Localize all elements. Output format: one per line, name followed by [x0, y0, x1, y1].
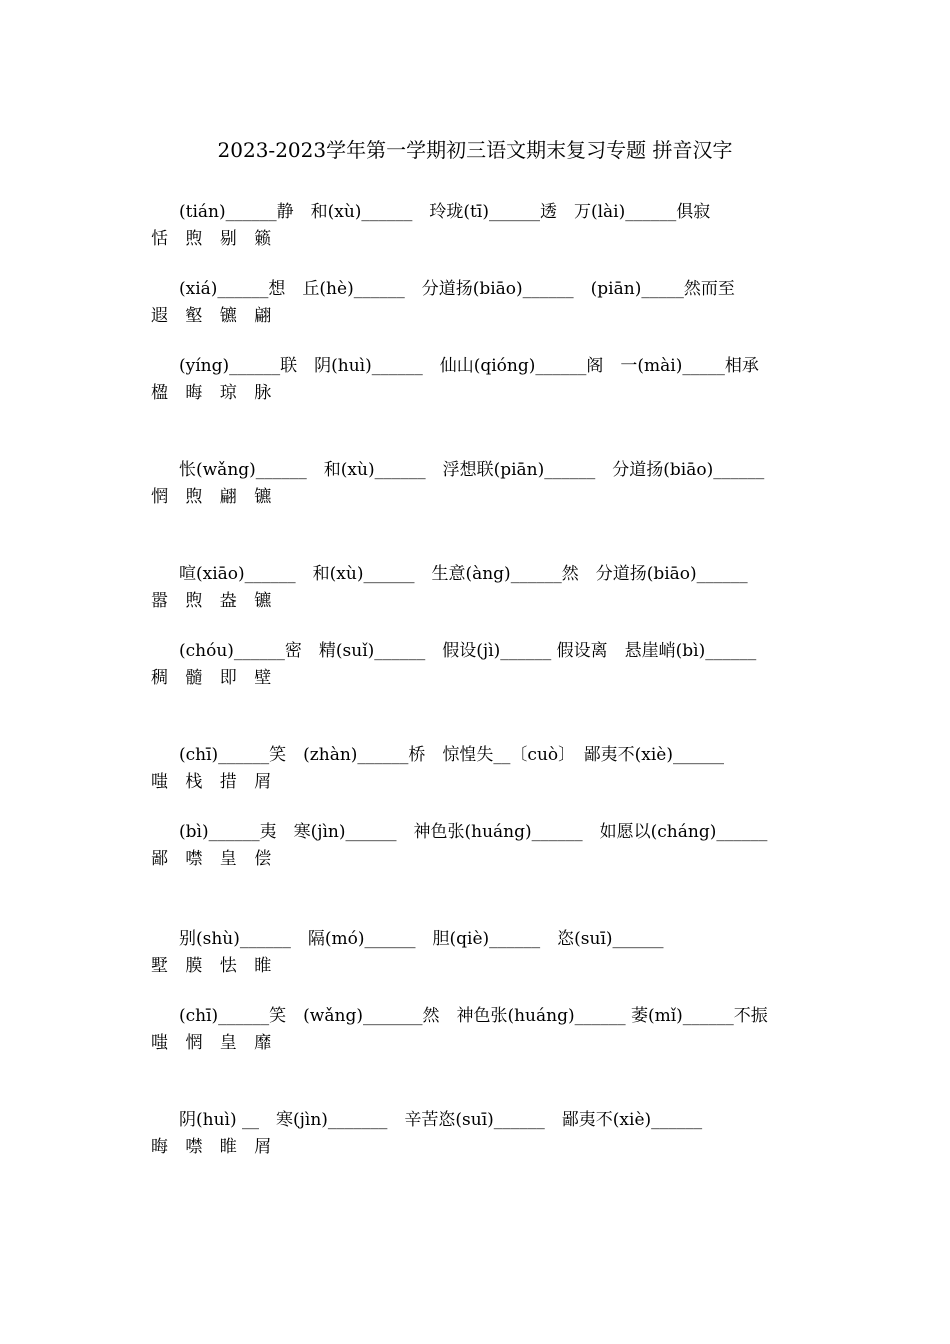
exercise-prompt: (xiá)______想 丘(hè)______ 分道扬(biāo)______ (piān)_____然而至	[179, 279, 735, 299]
exercise-answers: 墅 膜 怯 睢	[151, 956, 275, 976]
exercise-answers: 恬 煦 剔 籁	[151, 229, 275, 249]
exercise-item	[151, 638, 806, 692]
exercise-prompt: (yíng)______联 阴(huì)______ 仙山(qióng)______阁 一(mài)_____相承	[179, 356, 759, 376]
exercise-item	[151, 1003, 806, 1057]
exercise-prompt: 别(shù)______ 隔(mó)______ 胆(qiè)______ 恣(suī)______	[179, 929, 664, 949]
exercise-answers: 嚣 煦 盎 镳	[151, 591, 275, 611]
exercise-item	[151, 353, 806, 407]
exercise-item	[151, 561, 806, 615]
exercise-prompt: 喧(xiāo)______ 和(xù)______ 生意(àng)______然 分道扬(biāo)______	[179, 564, 748, 584]
exercise-item	[151, 276, 806, 330]
exercise-prompt: (bì)______夷 寒(jìn)______ 神色张(huáng)______ 如愿以(cháng)______	[179, 822, 768, 842]
exercise-item	[151, 926, 806, 980]
exercise-prompt: 怅(wǎng)______ 和(xù)______ 浮想联(piān)______ 分道扬(biāo)______	[179, 460, 765, 480]
exercise-item	[151, 457, 806, 511]
exercise-answers: 嗤 惘 皇 靡	[151, 1033, 275, 1053]
exercise-item	[151, 819, 806, 873]
exercise-prompt: (chóu)______密 精(suǐ)______ 假设(jì)______ 假设离 悬崖峭(bì)______	[179, 641, 757, 661]
exercise-item	[151, 742, 806, 796]
exercise-answers: 嗤 栈 措 屑	[151, 772, 275, 792]
exercise-answers: 楹 晦 琼 脉	[151, 383, 275, 403]
exercise-answers: 晦 噤 睢 屑	[151, 1137, 275, 1157]
exercise-answers: 遐 壑 镳 翩	[151, 306, 275, 326]
exercise-prompt: (chī)______笑 (wǎng)_______然 神色张(huáng)______ 萎(mǐ)______不振	[179, 1006, 768, 1026]
exercise-item	[151, 1107, 806, 1161]
exercise-prompt: (tián)______静 和(xù)______ 玲珑(tī)______透 万(lài)______俱寂	[179, 202, 711, 222]
exercise-answers: 惘 煦 翩 镳	[151, 487, 275, 507]
page-title: 2023-2023学年第一学期初三语文期末复习专题 拼音汉字	[217, 138, 733, 162]
exercise-item	[151, 199, 806, 253]
exercise-prompt: 阴(huì) __ 寒(jìn)_______ 辛苦恣(suī)______ 鄙夷不(xiè)______	[179, 1110, 703, 1130]
exercise-answers: 鄙 噤 皇 偿	[151, 849, 275, 869]
exercise-prompt: (chī)______笑 (zhàn)______桥 惊惶失__〔cuò〕 鄙夷不(xiè)______	[179, 745, 724, 765]
exercise-answers: 稠 髓 即 壁	[151, 668, 275, 688]
